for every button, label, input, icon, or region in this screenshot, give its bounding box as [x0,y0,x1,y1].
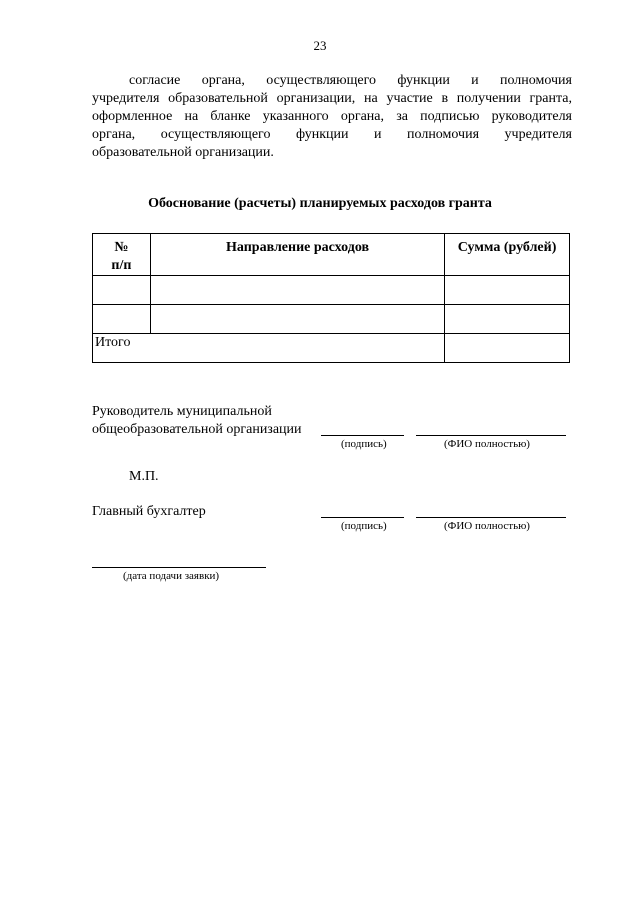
header-num-line2: п/п [111,258,132,273]
date-caption: (дата подачи заявки) [123,570,220,582]
header-sum: Сумма (рублей) [445,234,570,276]
total-sum-cell[interactable] [445,334,570,363]
table-total-row [93,334,570,363]
intro-line: согласие органа, осуществляющего функции и полномочия [129,73,572,88]
head-signature-line[interactable] [321,435,404,436]
accountant-title: Главный бухгалтер [92,504,206,519]
expenses-table [92,233,570,363]
table-cell-sum[interactable] [445,305,570,334]
stamp-label: М.П. [129,469,159,484]
section-title: Обоснование (расчеты) планируемых расходов гранта [148,196,492,211]
head-fio-line[interactable] [416,435,566,436]
intro-line: оформленное на бланке указанного органа, за подписью руководителя [92,109,572,124]
header-num-line1: № [114,240,129,255]
total-label: Итого [93,334,445,363]
table-header-row [93,234,570,276]
table-cell-direction[interactable] [150,276,444,305]
table-cell-direction[interactable] [150,305,444,334]
intro-paragraph [92,72,572,162]
header-direction: Направление расходов [150,234,444,276]
head-signature-caption: (подпись) [341,438,387,450]
intro-line: органа, осуществляющего функции и полномочия учредителя [92,127,572,142]
table-row [93,305,570,334]
head-title-line1: Руководитель муниципальной [92,404,272,419]
table-cell-num[interactable] [93,276,151,305]
accountant-signature-caption: (подпись) [341,520,387,532]
table-cell-num[interactable] [93,305,151,334]
header-num [93,234,151,276]
head-fio-caption: (ФИО полностью) [444,438,530,450]
intro-line: учредителя образовательной организации, на участие в получении гранта, [92,91,572,106]
page-number: 23 [313,38,327,53]
table-row [93,276,570,305]
date-line[interactable] [92,567,266,568]
table-cell-sum[interactable] [445,276,570,305]
head-title-line2: общеобразовательной организации [92,422,302,437]
accountant-fio-caption: (ФИО полностью) [444,520,530,532]
intro-line: образовательной организации. [92,145,274,160]
accountant-signature-line[interactable] [321,517,404,518]
accountant-fio-line[interactable] [416,517,566,518]
